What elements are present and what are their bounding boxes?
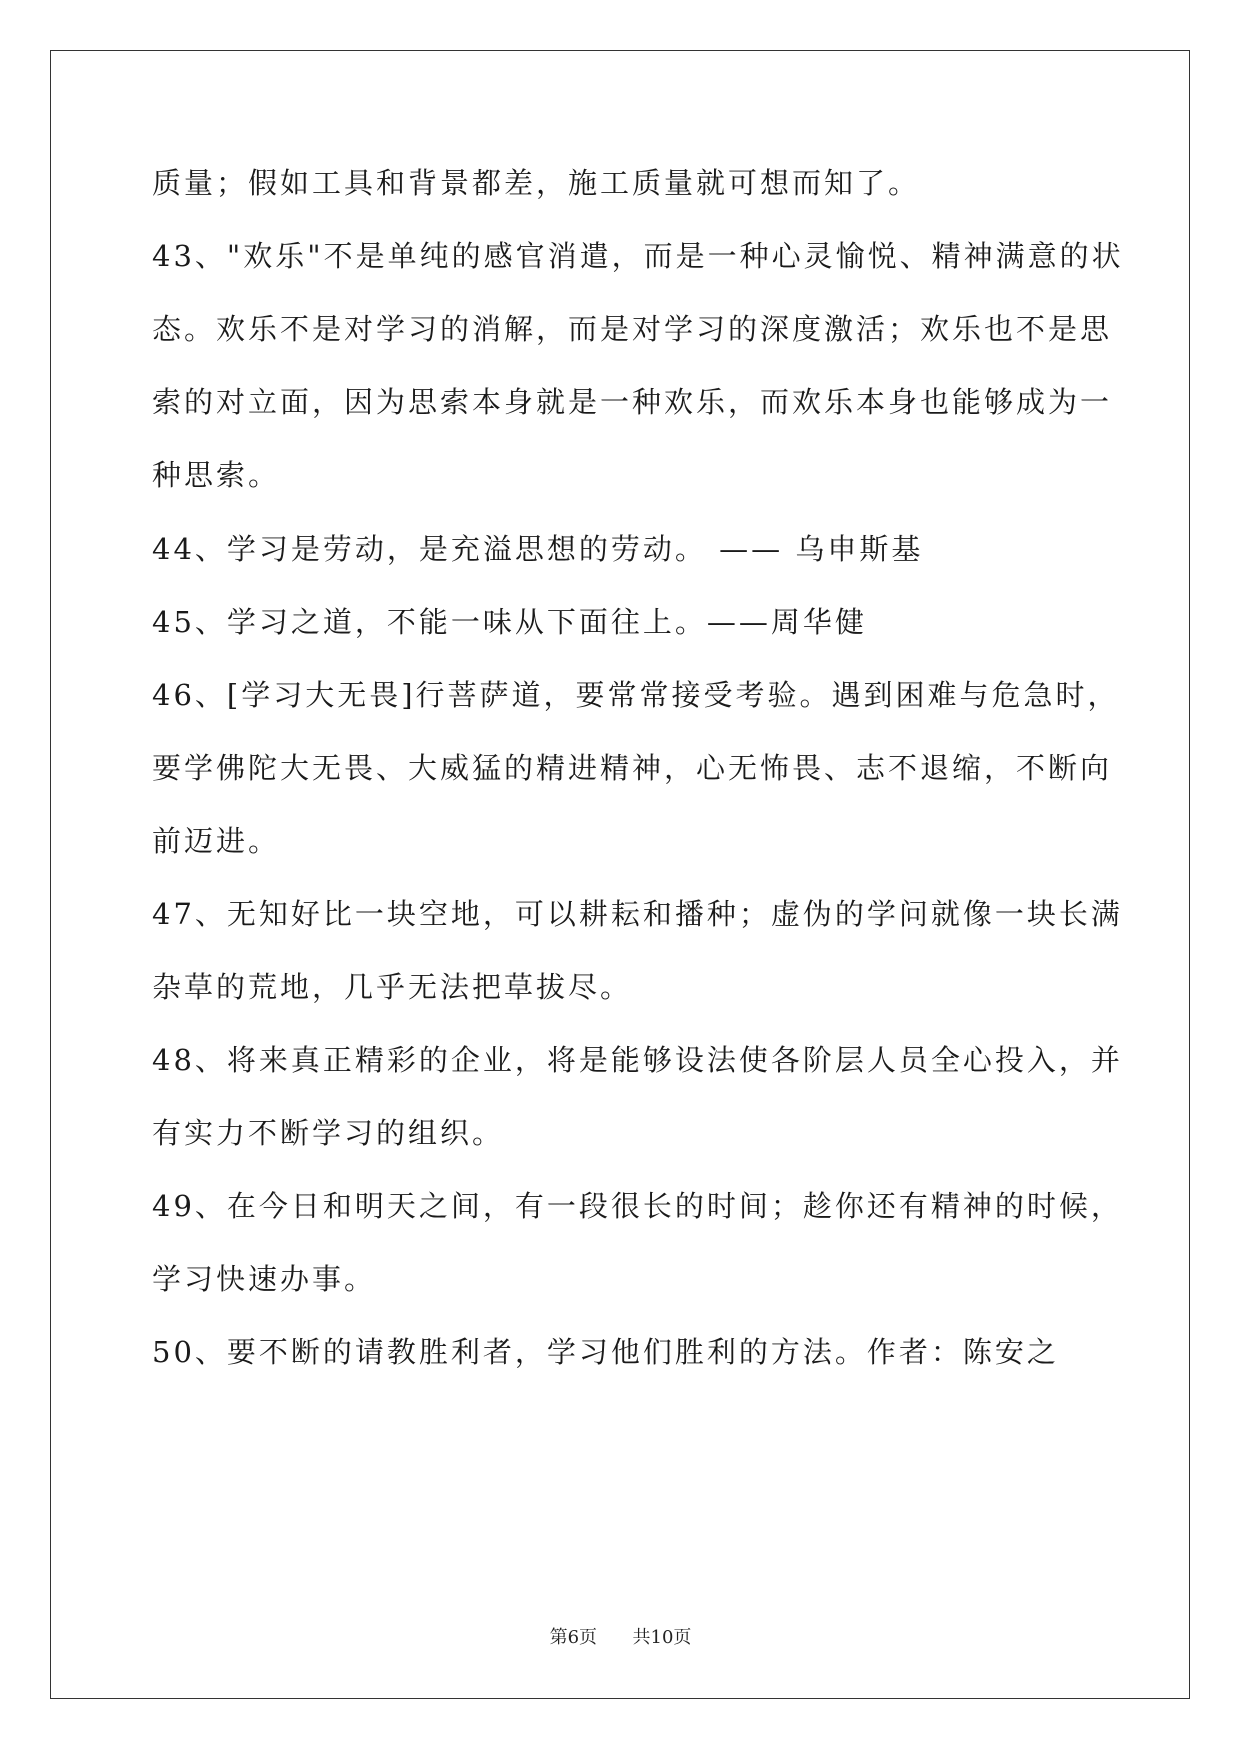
text-line: 49、在今日和明天之间，有一段很长的时间；趁你还有精神的时候，	[152, 1189, 1123, 1223]
page-footer	[0, 1626, 1241, 1650]
text-line: 态。欢乐不是对学习的消解，而是对学习的深度激活；欢乐也不是思	[152, 312, 1113, 346]
current-page-number: 第6页	[549, 1627, 598, 1648]
text-line: 45、学习之道，不能一味从下面往上。——周华健	[152, 605, 867, 639]
text-line: 47、无知好比一块空地，可以耕耘和播种；虚伪的学问就像一块长满	[152, 897, 1123, 931]
page-border	[50, 50, 1190, 1699]
text-line: 有实力不断学习的组织。	[152, 1116, 505, 1150]
text-line: 43、"欢乐"不是单纯的感官消遣，而是一种心灵愉悦、精神满意的状	[152, 239, 1124, 273]
text-line: 44、学习是劳动，是充溢思想的劳动。 —— 乌申斯基	[152, 532, 924, 566]
text-line: 学习快速办事。	[152, 1262, 377, 1296]
text-line: 质量；假如工具和背景都差，施工质量就可想而知了。	[152, 166, 921, 200]
text-line: 50、要不断的请教胜利者，学习他们胜利的方法。作者：陈安之	[152, 1335, 1059, 1369]
total-page-count: 共10页	[632, 1627, 692, 1648]
text-line: 杂草的荒地，几乎无法把草拔尽。	[152, 970, 633, 1004]
text-line: 48、将来真正精彩的企业，将是能够设法使各阶层人员全心投入，并	[152, 1043, 1123, 1077]
text-line: 索的对立面，因为思索本身就是一种欢乐，而欢乐本身也能够成为一	[152, 385, 1113, 419]
text-line: 前迈进。	[152, 824, 281, 858]
text-line: 种思索。	[152, 458, 281, 492]
text-line: 要学佛陀大无畏、大威猛的精进精神，心无怖畏、志不退缩，不断向	[152, 751, 1113, 785]
text-line: 46、[学习大无畏]行菩萨道，要常常接受考验。遇到困难与危急时，	[152, 678, 1120, 712]
